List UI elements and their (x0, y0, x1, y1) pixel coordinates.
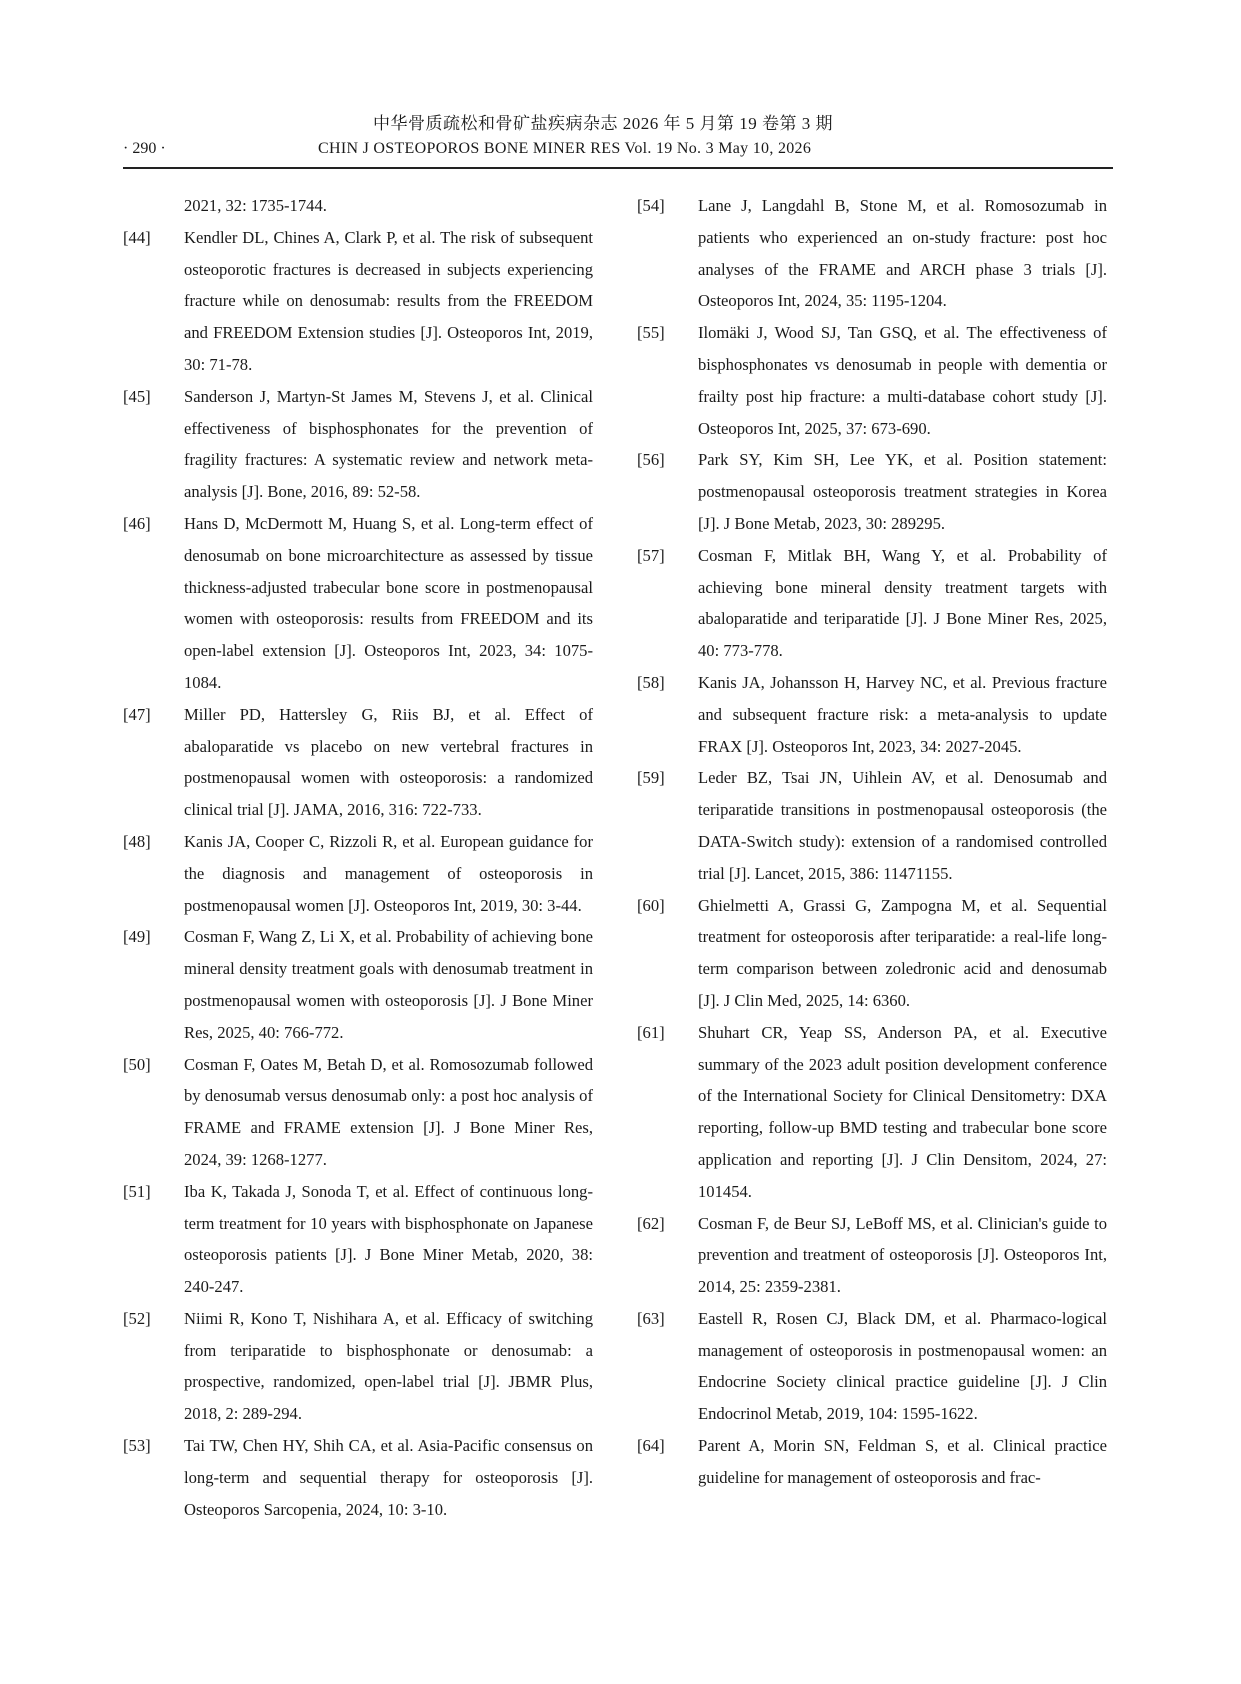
reference-item (637, 444, 1107, 539)
reference-item (123, 508, 593, 699)
reference-number: [55] (637, 323, 665, 343)
reference-number: [47] (123, 704, 151, 724)
reference-number: [61] (637, 1022, 665, 1042)
reference-number: [63] (637, 1308, 665, 1328)
reference-item (637, 762, 1107, 889)
reference-text: Miller PD, Hattersley G, Riis BJ, et al. Effect of abaloparatide vs placebo on new vertebral fractures in postmenopausal women with osteoporosis: a randomized clinical trial [J]. JAMA, 2016, 316: 722-733. (184, 704, 593, 820)
journal-title-chinese: 中华骨质疏松和骨矿盐疾病杂志 2026 年 5 月第 19 卷第 3 期 (373, 114, 833, 133)
reference-continuation: 2021, 32: 1735-1744. (184, 196, 327, 215)
reference-number: [49] (123, 927, 151, 947)
reference-item (637, 540, 1107, 667)
reference-text: Cosman F, de Beur SJ, LeBoff MS, et al. Clinician's guide to prevention and treatment of osteoporosis [J]. Osteoporos Int, 2014, 25: 2359-2381. (698, 1213, 1107, 1297)
right-column (637, 190, 1107, 1494)
reference-text: Iba K, Takada J, Sonoda T, et al. Effect of continuous long-term treatment for 10 years with bisphosphonate on Japanese osteoporosis patients [J]. J Bone Miner Metab, 2020, 38: 240-247. (184, 1181, 593, 1297)
reference-number: [57] (637, 545, 665, 565)
reference-item (637, 1430, 1107, 1494)
reference-number: [64] (637, 1436, 665, 1456)
reference-number: [50] (123, 1054, 151, 1074)
reference-item (123, 1430, 593, 1525)
reference-number: [44] (123, 227, 151, 247)
reference-text: Cosman F, Oates M, Betah D, et al. Romosozumab followed by denosumab versus denosumab only: a post hoc analysis of FRAME and FRAME extension [J]. J Bone Miner Res, 2024, 39: 1268-1277. (184, 1054, 593, 1169)
reference-number: [58] (637, 672, 665, 692)
reference-number: [56] (637, 450, 665, 470)
page-number: · 290 · (123, 140, 166, 157)
reference-text: Tai TW, Chen HY, Shih CA, et al. Asia-Pacific consensus on long-term and sequential therapy for osteoporosis [J]. Osteoporos Sarcopenia, 2024, 10: 3-10. (184, 1436, 593, 1519)
reference-text: Park SY, Kim SH, Lee YK, et al. Position statement: postmenopausal osteoporosis treatment strategies in Korea [J]. J Bone Metab, 2023, 30: 289295. (698, 450, 1107, 533)
reference-item (123, 1049, 593, 1176)
reference-text: Eastell R, Rosen CJ, Black DM, et al. Pharmaco-logical management of osteoporosis in postmenopausal women: an Endocrine Society clinical practice guideline [J]. J Clin Endocrinol Metab, 2019, 104: 1595-1622. (698, 1308, 1107, 1424)
reference-number: [48] (123, 831, 151, 851)
reference-text: Shuhart CR, Yeap SS, Anderson PA, et al. Executive summary of the 2023 adult position development conference of the International Society for Clinical Densitometry: DXA reporting, follow-up BMD testing and trabecular bone score application and reporting [J]. J Clin Densitom, 2024, 27: 101454. (698, 1022, 1107, 1201)
reference-number: [46] (123, 513, 151, 533)
reference-item (637, 317, 1107, 444)
reference-item (123, 921, 593, 1048)
reference-text: Kendler DL, Chines A, Clark P, et al. The risk of subsequent osteoporotic fractures is decreased in subjects experiencing fracture while on denosumab: results from the FREEDOM and FREEDOM Extension studies [J]. Osteoporos Int, 2019, 30: 71-78. (184, 227, 593, 374)
reference-text: Hans D, McDermott M, Huang S, et al. Long-term effect of denosumab on bone microarchitecture as assessed by tissue thickness-adjusted trabecular bone score in postmenopausal women with osteoporosis: results from FREEDOM and its open-label extension [J]. Osteoporos Int, 2023, 34: 1075-1084. (184, 513, 593, 692)
reference-number: [51] (123, 1181, 151, 1201)
reference-item (123, 222, 593, 381)
reference-number: [52] (123, 1308, 151, 1328)
reference-item (123, 699, 593, 826)
reference-text: Kanis JA, Cooper C, Rizzoli R, et al. European guidance for the diagnosis and management of osteoporosis in postmenopausal women [J]. Osteoporos Int, 2019, 30: 3-44. (184, 831, 593, 915)
reference-item (637, 890, 1107, 1017)
reference-item (637, 1208, 1107, 1303)
journal-title-english: CHIN J OSTEOPOROS BONE MINER RES Vol. 19 No. 3 May 10, 2026 (318, 140, 812, 157)
reference-text: Cosman F, Wang Z, Li X, et al. Probability of achieving bone mineral density treatment goals with denosumab treatment in postmenopausal women with osteoporosis [J]. J Bone Miner Res, 2025, 40: 766-772. (184, 927, 593, 1042)
reference-text: Kanis JA, Johansson H, Harvey NC, et al. Previous fracture and subsequent fracture risk: a meta-analysis to update FRAX [J]. Osteoporos Int, 2023, 34: 2027-2045. (698, 672, 1107, 756)
header-divider (123, 167, 1113, 169)
reference-text: Cosman F, Mitlak BH, Wang Y, et al. Probability of achieving bone mineral density treatment targets with abaloparatide and teriparatide [J]. J Bone Miner Res, 2025, 40: 773-778. (698, 545, 1107, 661)
reference-number: [60] (637, 895, 665, 915)
reference-item (637, 1017, 1107, 1208)
left-column (123, 190, 593, 1525)
reference-text: Ilomäki J, Wood SJ, Tan GSQ, et al. The effectiveness of bisphosphonates vs denosumab in people with dementia or frailty post hip fracture: a multi-database cohort study [J]. Osteoporos Int, 2025, 37: 673-690. (698, 323, 1107, 438)
reference-number: [62] (637, 1213, 665, 1233)
reference-item (123, 1176, 593, 1303)
reference-item (123, 381, 593, 508)
reference-text: Sanderson J, Martyn-St James M, Stevens J, et al. Clinical effectiveness of bisphosphonates for the prevention of fragility fractures: A systematic review and network meta-analysis [J]. Bone, 2016, 89: 52-58. (184, 386, 593, 502)
reference-item (637, 1303, 1107, 1430)
reference-text: Parent A, Morin SN, Feldman S, et al. Clinical practice guideline for management of osteoporosis and frac- (698, 1436, 1107, 1487)
reference-text: Lane J, Langdahl B, Stone M, et al. Romosozumab in patients who experienced an on-study fracture: post hoc analyses of the FRAME and ARCH phase 3 trials [J]. Osteoporos Int, 2024, 35: 1195-1204. (698, 196, 1107, 311)
reference-item (123, 1303, 593, 1430)
reference-number: [53] (123, 1436, 151, 1456)
reference-text: Ghielmetti A, Grassi G, Zampogna M, et al. Sequential treatment for osteoporosis after teriparatide: a real-life long-term comparison between zoledronic acid and denosumab [J]. J Clin Med, 2025, 14: 6360. (698, 895, 1107, 1010)
reference-item (123, 826, 593, 921)
reference-number: [45] (123, 386, 151, 406)
reference-item (637, 190, 1107, 317)
reference-text: Niimi R, Kono T, Nishihara A, et al. Efficacy of switching from teriparatide to bisphosphonate or denosumab: a prospective, randomized, open-label trial [J]. JBMR Plus, 2018, 2: 289-294. (184, 1308, 593, 1424)
reference-text: Leder BZ, Tsai JN, Uihlein AV, et al. Denosumab and teriparatide transitions in postmenopausal osteoporosis (the DATA-Switch study): extension of a randomised controlled trial [J]. Lancet, 2015, 386: 11471155. (698, 768, 1107, 883)
reference-number: [54] (637, 196, 665, 215)
reference-item (637, 667, 1107, 762)
page-header (123, 98, 1113, 170)
reference-number: [59] (637, 768, 665, 788)
